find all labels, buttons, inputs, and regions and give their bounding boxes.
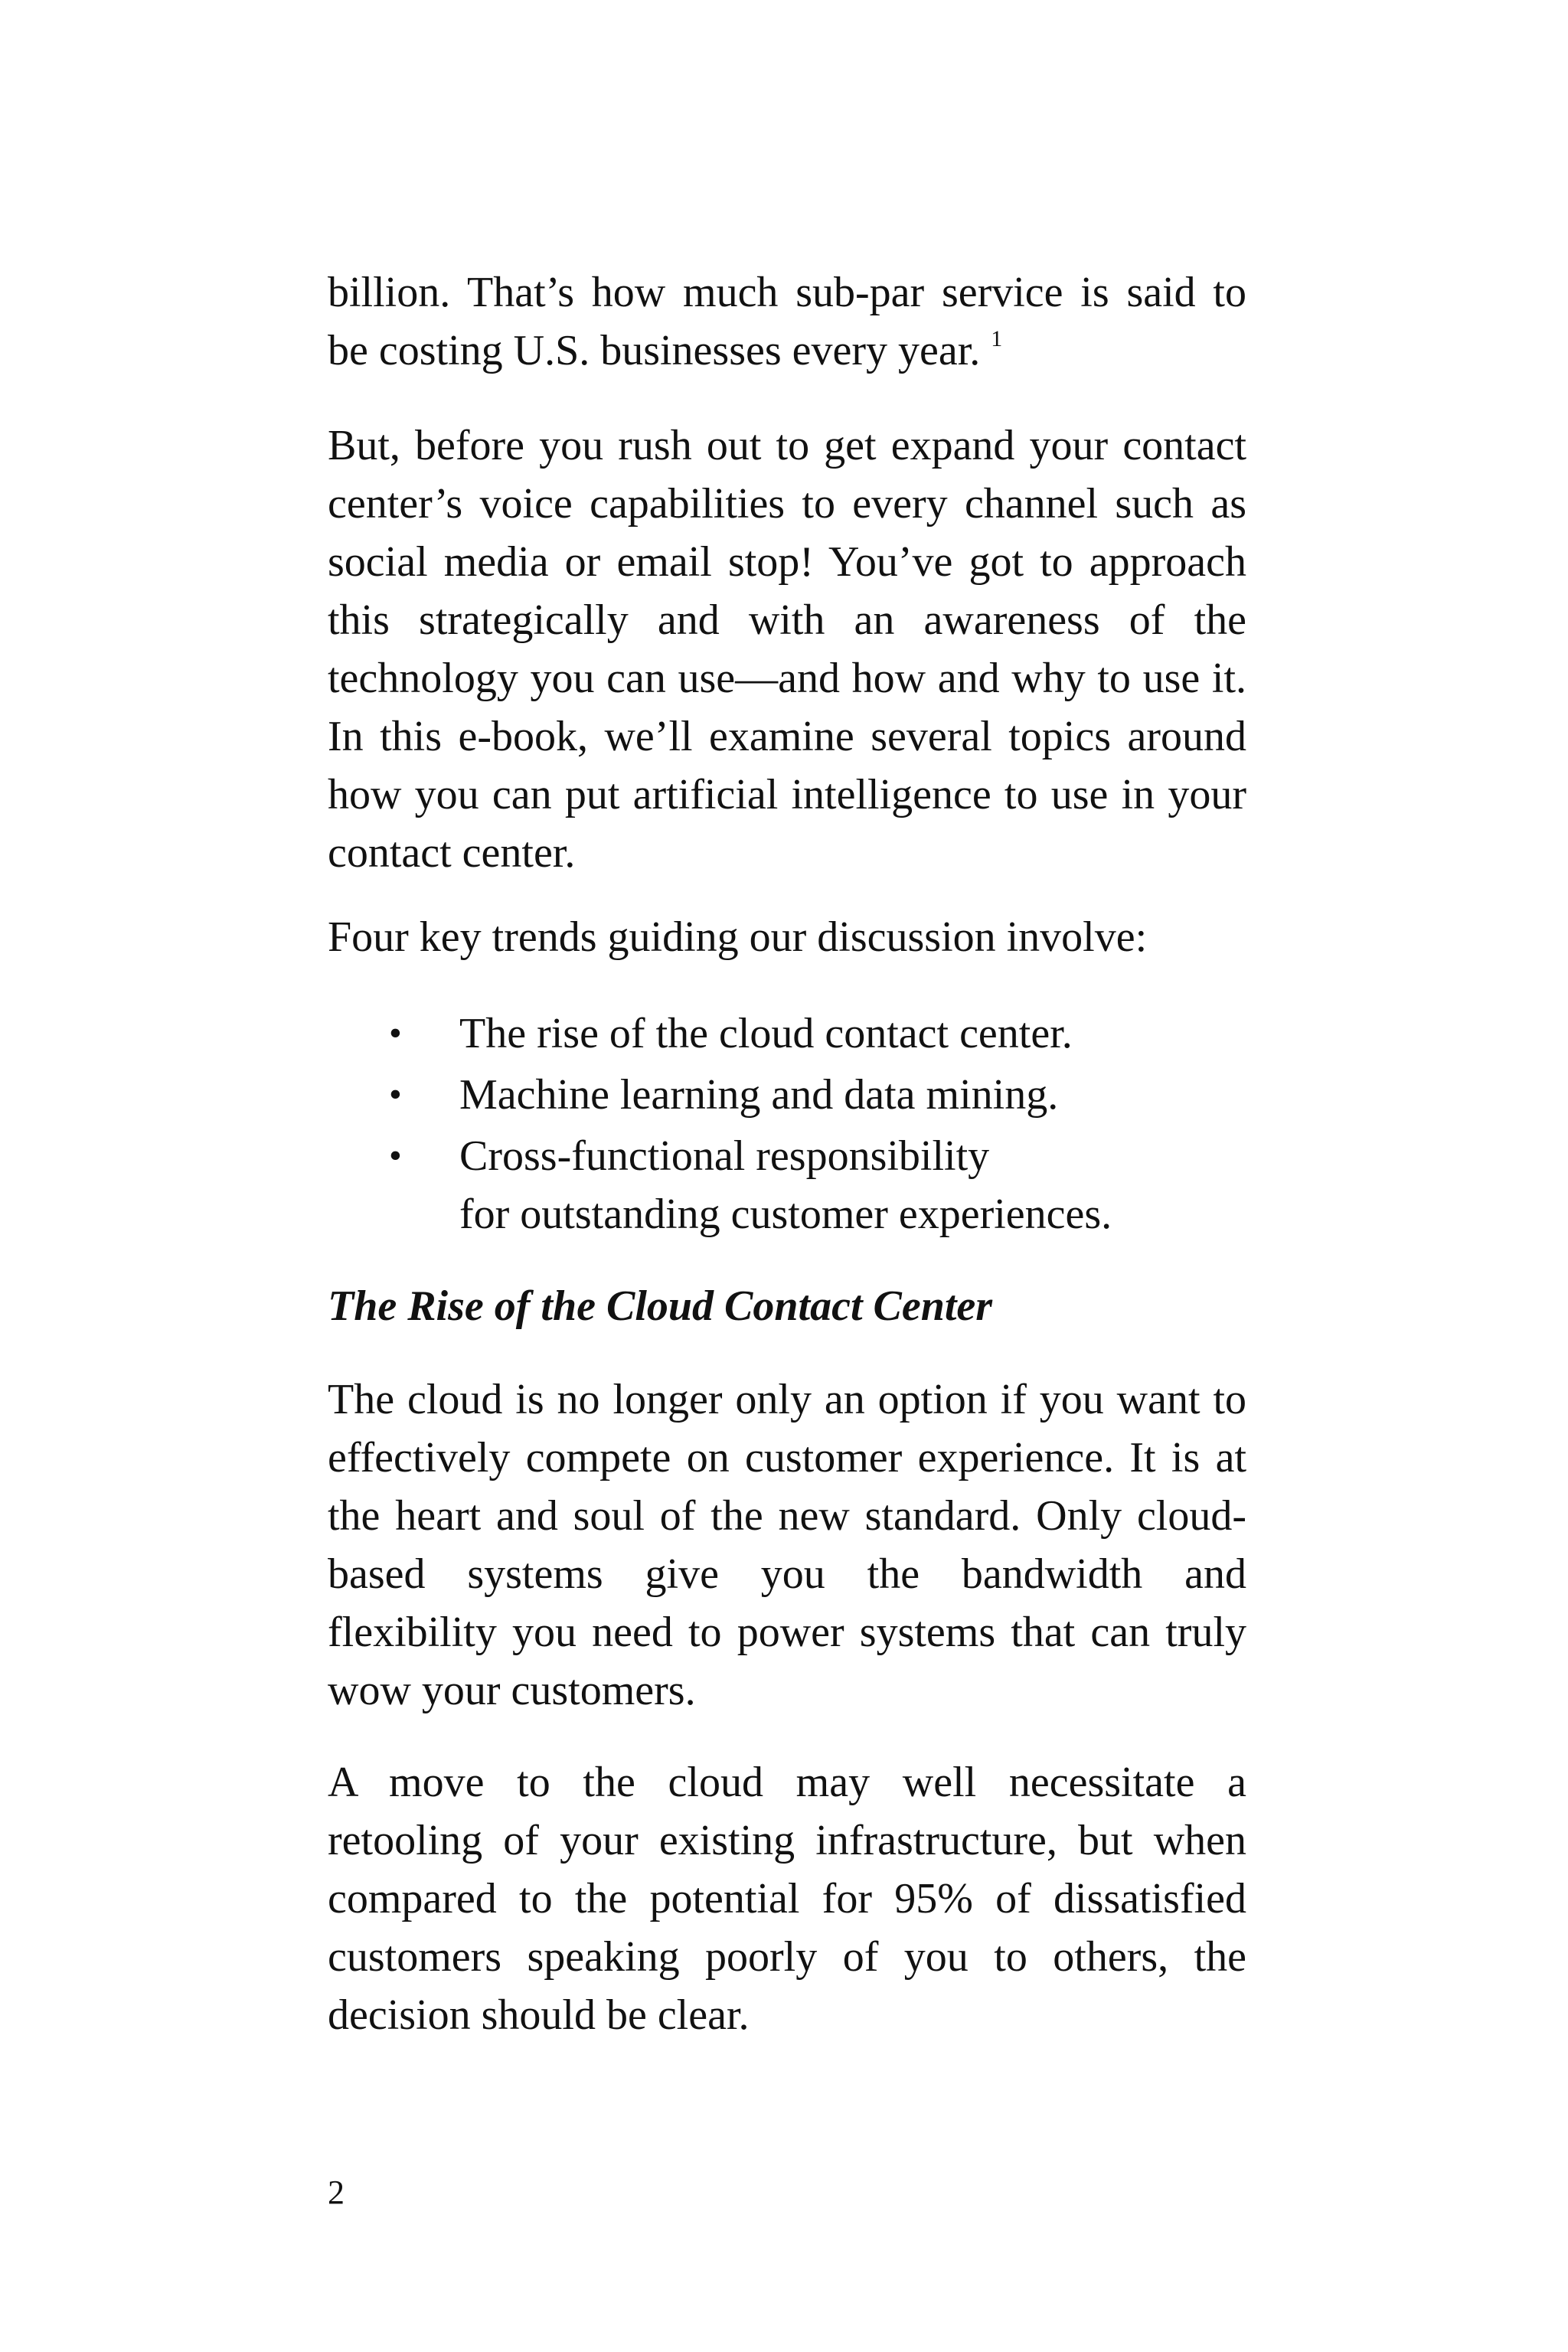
paragraph-line-text: be costing U.S. businesses every year. — [328, 327, 981, 374]
paragraph-line: customers speaking poorly of you to others, the — [328, 1933, 1246, 1981]
page-number: 2 — [328, 2174, 345, 2211]
paragraph-billion — [328, 263, 1246, 380]
bullet-item — [328, 1004, 1246, 1063]
paragraph-cloud-no-longer — [328, 1370, 1246, 1720]
bullet-icon: • — [389, 1135, 402, 1176]
paragraph-line: this strategically and with an awareness of the — [328, 596, 1246, 644]
bullet-text: for outstanding customer experiences. — [459, 1191, 1112, 1238]
paragraph-line: center’s voice capabilities to every channel such as — [328, 480, 1246, 528]
trend-bullet-list — [328, 1004, 1246, 1246]
bullet-item — [328, 1127, 1246, 1243]
paragraph-line: effectively compete on customer experience. It is at — [328, 1434, 1246, 1481]
paragraph-line: The cloud is no longer only an option if you want to — [328, 1376, 1246, 1423]
paragraph-line: the heart and soul of the new standard. Only cloud- — [328, 1492, 1246, 1540]
bullet-text: Machine learning and data mining. — [459, 1071, 1059, 1119]
paragraph-line: decision should be clear. — [328, 1991, 750, 2039]
paragraph-move-to-cloud — [328, 1753, 1246, 2044]
paragraph-line: compared to the potential for 95% of dissatisfied — [328, 1875, 1246, 1922]
paragraph-line: Four key trends guiding our discussion involve: — [328, 913, 1148, 961]
footnote-marker[interactable]: 1 — [991, 326, 1003, 351]
paragraph-line: wow your customers. — [328, 1667, 696, 1714]
paragraph-line — [328, 322, 1246, 380]
paragraph-line: flexibility you need to power systems that can truly — [328, 1609, 1246, 1656]
paragraph-four-key-trends — [328, 908, 1246, 966]
paragraph-line: retooling of your existing infrastructure, but when — [328, 1817, 1246, 1864]
bullet-icon: • — [389, 1074, 402, 1115]
paragraph-before-you-rush — [328, 416, 1246, 882]
paragraph-line: how you can put artificial intelligence to use in your — [328, 771, 1246, 818]
paragraph-line: contact center. — [328, 829, 576, 877]
bullet-icon: • — [389, 1013, 402, 1054]
paragraph-line: social media or email stop! You’ve got to approach — [328, 538, 1246, 586]
paragraph-line: But, before you rush out to get expand your contact — [328, 422, 1246, 469]
bullet-text: Cross-functional responsibility — [459, 1132, 990, 1180]
paragraph-line: technology you can use—and how and why to use it. — [328, 655, 1246, 702]
bullet-item — [328, 1066, 1246, 1124]
paragraph-line: A move to the cloud may well necessitate a — [328, 1759, 1246, 1806]
paragraph-line: In this e-book, we’ll examine several topics around — [328, 713, 1246, 760]
bullet-text: The rise of the cloud contact center. — [459, 1010, 1073, 1057]
section-heading: The Rise of the Cloud Contact Center — [328, 1282, 993, 1330]
paragraph-line: based systems give you the bandwidth and — [328, 1550, 1246, 1598]
paragraph-line: billion. That’s how much sub-par service is said to — [328, 269, 1246, 316]
